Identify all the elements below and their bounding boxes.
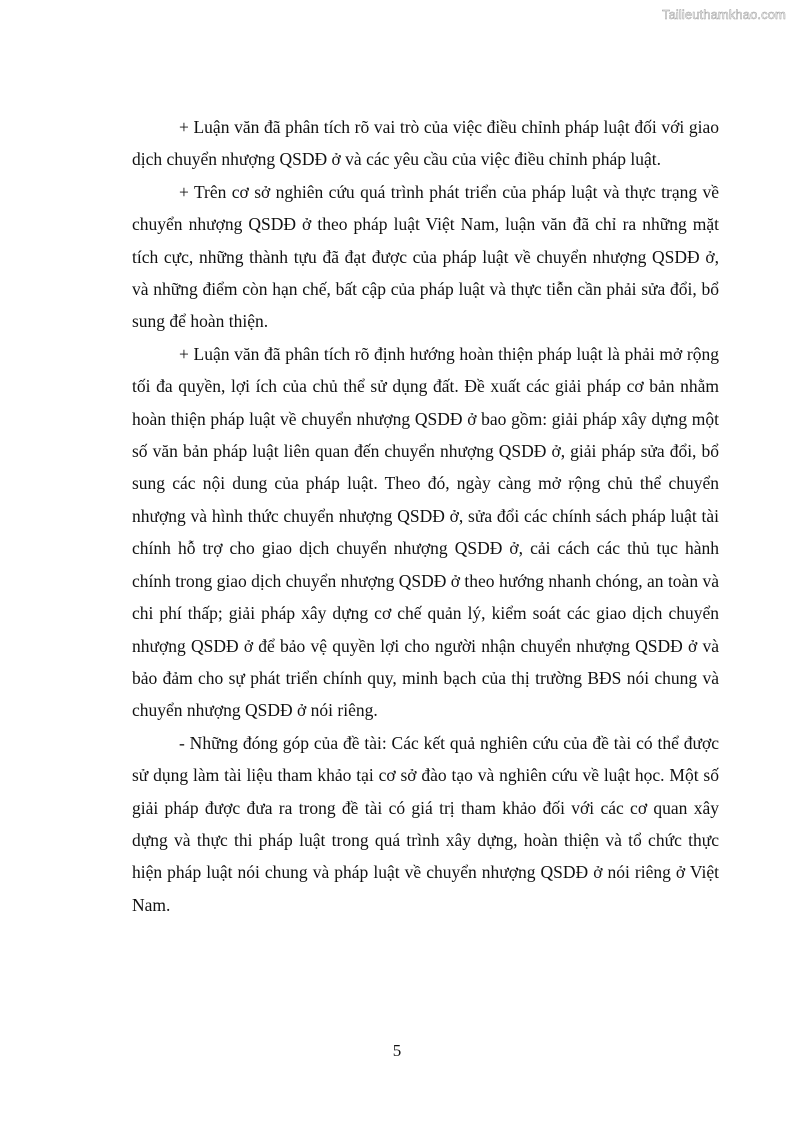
paragraph-solutions: + Luận văn đã phân tích rõ định hướng hoàn thiện pháp luật là phải mở rộng tối đa quyền, lợi ích của chủ thể sử dụng đất. Đề xuất các giải pháp cơ bản nhằm hoàn thiện pháp luật về chuyển nhượng QSDĐ ở bao gồm: giải pháp xây dựng một số văn bản pháp luật liên quan đến chuyển nhượng QSDĐ ở, giải pháp sửa đổi, bổ sung các nội dung của pháp luật. Theo đó, ngày càng mở rộng chủ thể chuyển nhượng và hình thức chuyển nhượng QSDĐ ở, sửa đổi các chính sách pháp luật tài chính hỗ trợ cho giao dịch chuyển nhượng QSDĐ ở, cải cách các thủ tục hành chính trong giao dịch chuyển nhượng QSDĐ ở theo hướng nhanh chóng, an toàn và chi phí thấp; giải pháp xây dựng cơ chế quản lý, kiểm soát các giao dịch chuyển nhượng QSDĐ ở để bảo vệ quyền lợi cho người nhận chuyển nhượng QSDĐ ở và bảo đảm cho sự phát triển chính quy, minh bạch của thị trường BĐS nói chung và chuyển nhượng QSDĐ ở nói riêng. (132, 343, 719, 721)
paragraph-role-analysis: + Luận văn đã phân tích rõ vai trò của việc điều chỉnh pháp luật đối với giao dịch chuyển nhượng QSDĐ ở và các yêu cầu của việc điều chỉnh pháp luật. (132, 117, 719, 170)
watermark: Tailieuthamkhao.com (661, 7, 786, 22)
document-body (132, 111, 719, 921)
paragraph-current-state: + Trên cơ sở nghiên cứu quá trình phát triển của pháp luật và thực trạng về chuyển nhượng QSDĐ ở theo pháp luật Việt Nam, luận văn đã chỉ ra những mặt tích cực, những thành tựu đã đạt được của pháp luật về chuyển nhượng QSDĐ ở, và những điểm còn hạn chế, bất cập của pháp luật và thực tiễn cần phải sửa đổi, bổ sung để hoàn thiện. (132, 181, 719, 332)
paragraph-contributions: - Những đóng góp của đề tài: Các kết quả nghiên cứu của đề tài có thể được sử dụng làm tài liệu tham khảo tại cơ sở đào tạo và nghiên cứu về luật học. Một số giải pháp được đưa ra trong đề tài có giá trị tham khảo đối với các cơ quan xây dựng và thực thi pháp luật trong quá trình xây dựng, hoàn thiện và tổ chức thực hiện pháp luật nói chung và pháp luật về chuyển nhượng QSDĐ ở nói riêng ở Việt Nam. (132, 732, 719, 915)
page-number: 5 (392, 1041, 402, 1060)
